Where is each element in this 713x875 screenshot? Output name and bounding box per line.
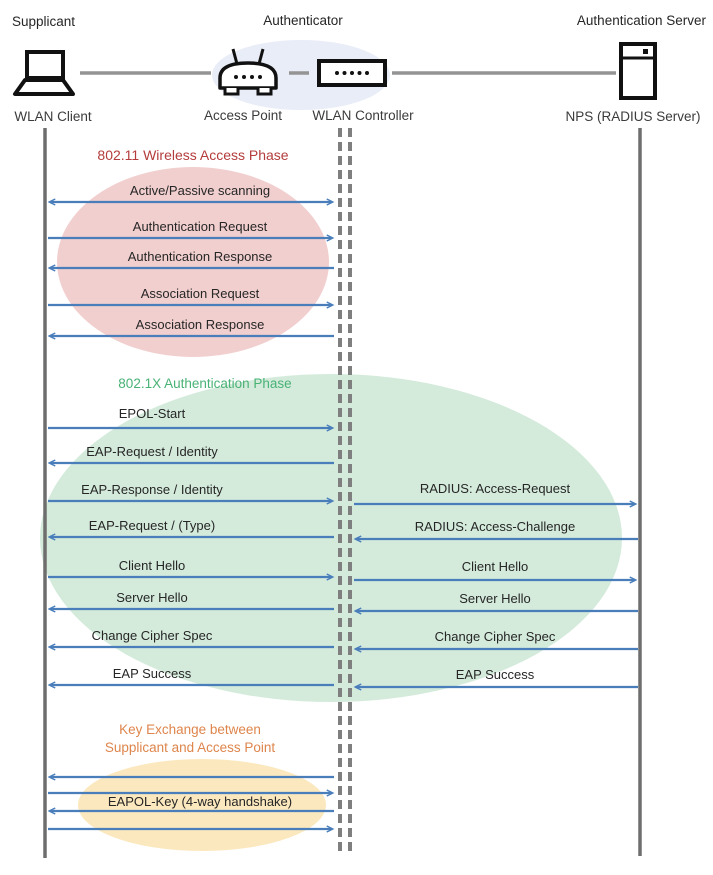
msg-eap-request-identity: EAP-Request / Identity — [86, 444, 218, 459]
msg-association-request: Association Request — [140, 286, 260, 301]
msg-eapol-key: EAPOL-Key (4-way handshake) — [107, 794, 293, 809]
device-wlan-client-label: WLAN Client — [14, 109, 92, 124]
msg-server-hello-right: Server Hello — [459, 591, 531, 606]
actor-auth-server-role: Authentication Server — [576, 13, 706, 28]
msg-authentication-response: Authentication Response — [127, 249, 273, 264]
actor-supplicant-role: Supplicant — [12, 14, 76, 29]
phase3-title-line1: Key Exchange between — [119, 722, 261, 737]
msg-eap-success-left: EAP Success — [112, 666, 192, 681]
phase3-title-line2: Supplicant and Access Point — [104, 740, 276, 755]
device-wlan-controller-label: WLAN Controller — [312, 108, 414, 123]
msg-eap-success-right: EAP Success — [455, 667, 535, 682]
device-nps-label: NPS (RADIUS Server) — [565, 109, 701, 124]
msg-epol-start: EPOL-Start — [118, 406, 186, 421]
device-access-point-label: Access Point — [203, 108, 283, 123]
radius-server-icon — [618, 41, 658, 101]
wlan-controller-icon — [317, 59, 387, 87]
msg-scanning: Active/Passive scanning — [129, 183, 271, 198]
msg-client-hello-left: Client Hello — [118, 558, 186, 573]
msg-eap-request-type: EAP-Request / (Type) — [88, 518, 216, 533]
access-point-icon — [213, 46, 283, 98]
phase2-title: 802.1X Authentication Phase — [118, 376, 292, 391]
msg-radius-access-challenge: RADIUS: Access-Challenge — [414, 519, 576, 534]
msg-server-hello-left: Server Hello — [116, 590, 188, 605]
msg-client-hello-right: Client Hello — [461, 559, 529, 574]
msg-radius-access-request: RADIUS: Access-Request — [419, 481, 571, 496]
phase1-title: 802.11 Wireless Access Phase — [97, 147, 289, 163]
msg-association-response: Association Response — [135, 317, 265, 332]
msg-authentication-request: Authentication Request — [132, 219, 268, 234]
laptop-icon — [10, 49, 78, 99]
msg-change-cipher-right: Change Cipher Spec — [434, 629, 556, 644]
msg-change-cipher-left: Change Cipher Spec — [91, 628, 213, 643]
msg-eap-response-identity: EAP-Response / Identity — [81, 482, 223, 497]
actor-authenticator-role: Authenticator — [263, 13, 343, 28]
